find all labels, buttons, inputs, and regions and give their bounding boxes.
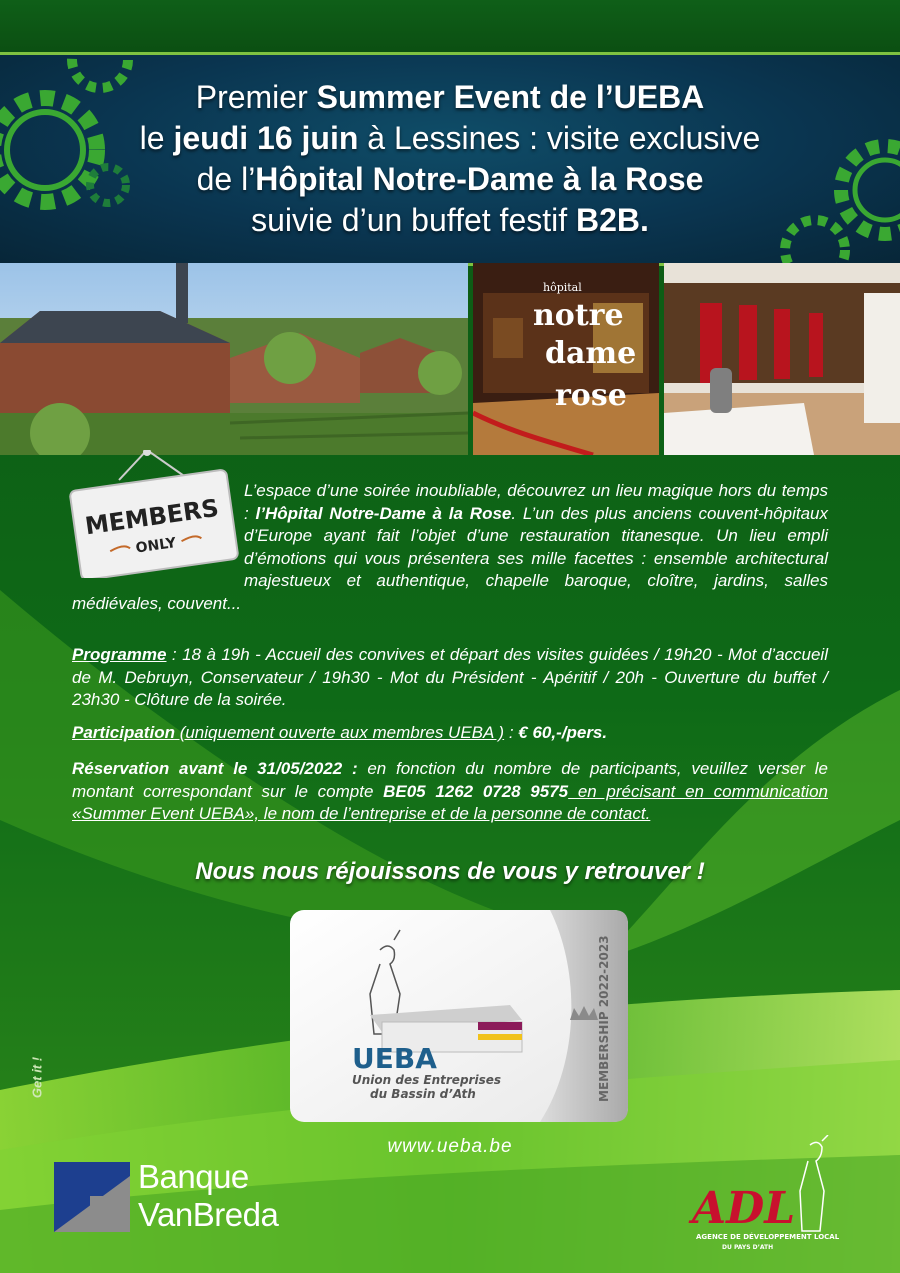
card-subtitle: Union des Entreprises [352,1073,501,1087]
reservation-text: en fonction du nombre de participants, veuillez verser le montant correspondant sur le compte [72,759,828,801]
sign-text: notre [533,298,624,333]
intro-paragraph [72,480,828,615]
participation-price: € 60,-/pers. [518,723,608,742]
closing-line: Nous nous réjouissons de vous y retrouver ! [195,858,705,885]
adl-line: DU PAYS D’ATH [722,1244,774,1251]
website-link[interactable]: www.ueba.be [387,1136,513,1157]
top-band [0,0,900,52]
title-venue: Hôpital Notre-Dame à la Rose [255,161,704,197]
bank-logo [54,1158,314,1234]
members-text: MEMBERS [83,493,221,541]
header-banner [0,52,900,266]
side-label [22,1040,52,1130]
participation-label: Participation [72,723,175,742]
title-text: de l’ [196,161,256,197]
statue-icon [800,1135,828,1231]
adl-logo [670,1135,850,1260]
bank-mark-icon [54,1162,130,1232]
title-bold: Summer Event de l’UEBA [316,79,705,115]
programme-label: Programme [72,645,167,664]
bank-account: BE05 1262 0728 9575 [383,781,569,801]
photo-medieval-ward [664,263,900,455]
participation-note: (uniquement ouverte aux membres UEBA ) [174,723,505,742]
photo-hospital-exterior [0,263,468,455]
programme-paragraph [72,644,828,712]
sign-spacer [72,480,244,584]
title-text: suivie d’un buffet festif [251,202,577,238]
card-subtitle: du Bassin d’Ath [370,1087,476,1101]
title-bold: B2B. [576,202,649,238]
side-text: Get it ! [29,1056,45,1099]
reservation-label: Réservation avant le 31/05/2022 : [72,759,358,778]
sign-text: hôpital [543,281,582,294]
only-text: ONLY [134,535,178,557]
title-date: jeudi 16 juin [173,120,359,156]
intro-venue: l’Hôpital Notre-Dame à la Rose [255,503,512,523]
participation-sep: : [504,723,519,742]
event-title [60,77,840,241]
bank-line: VanBreda [138,1196,279,1233]
sign-text: dame [545,336,637,371]
card-membership: MEMBERSHIP 2022-2023 [597,935,611,1102]
participation-paragraph [72,722,828,745]
intro-text: . L’un des plus anciens couvent-hôpitaux d’Europe ayant fait l’objet d’une restauration titanesque. Un lieu empli d’émotions qui vous présentera ses mille facettes : ensemble architectural majestueux et authentique, chapelle baroque, cloître, jardins, salles médiévales, couvent... [72,503,828,613]
photo-museum-interior [473,263,659,455]
bank-line: Banque [138,1158,249,1195]
adl-text: ADL [692,1183,796,1234]
membership-card [290,910,628,1122]
intro-text: L’espace d’une soirée inoubliable, découvrez un lieu magique hors du temps : [244,481,828,523]
adl-line: AGENCE DE DÉVELOPPEMENT LOCAL [696,1233,840,1241]
title-text: le [139,120,174,156]
photo-strip [0,263,900,455]
title-text: à Lessines : visite exclusive [358,120,761,156]
reservation-text: en précisant en communication «Summer Event UEBA», le nom de l’entreprise et de la personne de contact. [72,781,828,823]
reservation-paragraph [72,758,828,826]
sign-text: rose [555,378,627,413]
card-brand: UEBA [352,1042,437,1075]
programme-text: : 18 à 19h - Accueil des convives et départ des visites guidées / 19h20 - Mot d’accueil de M. Debruyn, Conservateur / 19h30 - Mot du Président - Apéritif / 20h - Ouverture du buffet / 23h30 - Clôture de la soirée. [72,645,828,709]
title-text: Premier [195,79,317,115]
bank-name [138,1158,278,1234]
